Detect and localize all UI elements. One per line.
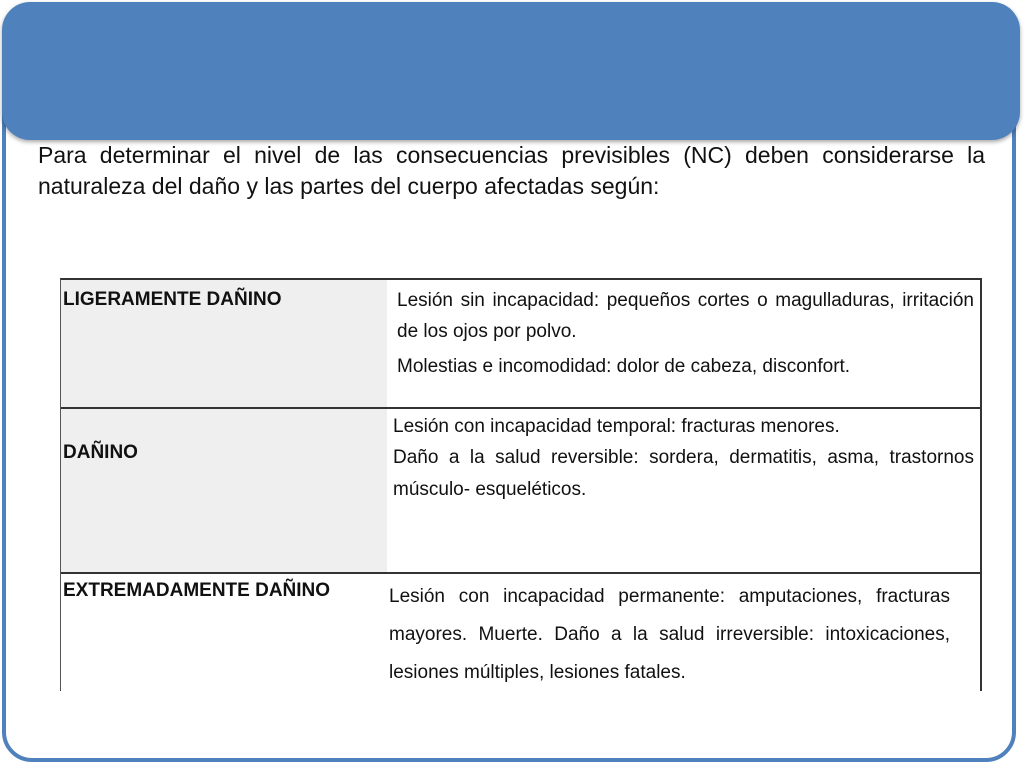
table-row <box>61 574 980 691</box>
description-text: Lesión con incapacidad temporal: fracturas menores. <box>393 416 840 437</box>
severity-label: EXTREMADAMENTE DAÑINO <box>63 580 331 601</box>
description-text: Lesión sin incapacidad: pequeños cortes o magulladuras, irritación de los ojos por polvo. <box>397 290 974 342</box>
description-text: Molestias e incomodidad: dolor de cabeza, disconfort. <box>397 356 851 377</box>
severity-label: DAÑINO <box>63 442 138 463</box>
severity-label-cell <box>61 280 387 407</box>
description-cell <box>383 574 980 691</box>
description-text: Lesión con incapacidad permanente: amputaciones, fracturas mayores. Muerte. Daño a la salud irreversible: intoxicaciones, lesiones múltiples, lesiones fatales. <box>389 586 950 683</box>
description-cell <box>387 280 980 407</box>
consequences-table <box>60 278 982 691</box>
slide-header-bar <box>2 2 1020 140</box>
severity-label-cell <box>61 409 387 572</box>
description-cell <box>387 409 980 572</box>
table-row <box>61 409 980 574</box>
severity-label-cell <box>61 574 387 691</box>
table-row <box>61 280 980 409</box>
severity-label: LIGERAMENTE DAÑINO <box>63 289 282 310</box>
description-text: Daño a la salud reversible: sordera, dermatitis, asma, trastornos músculo- esqueléticos. <box>393 447 974 500</box>
intro-paragraph: Para determinar el nivel de las consecuencias previsibles (NC) deben considerarse la naturaleza del daño y las partes del cuerpo afectadas según: <box>38 142 985 199</box>
